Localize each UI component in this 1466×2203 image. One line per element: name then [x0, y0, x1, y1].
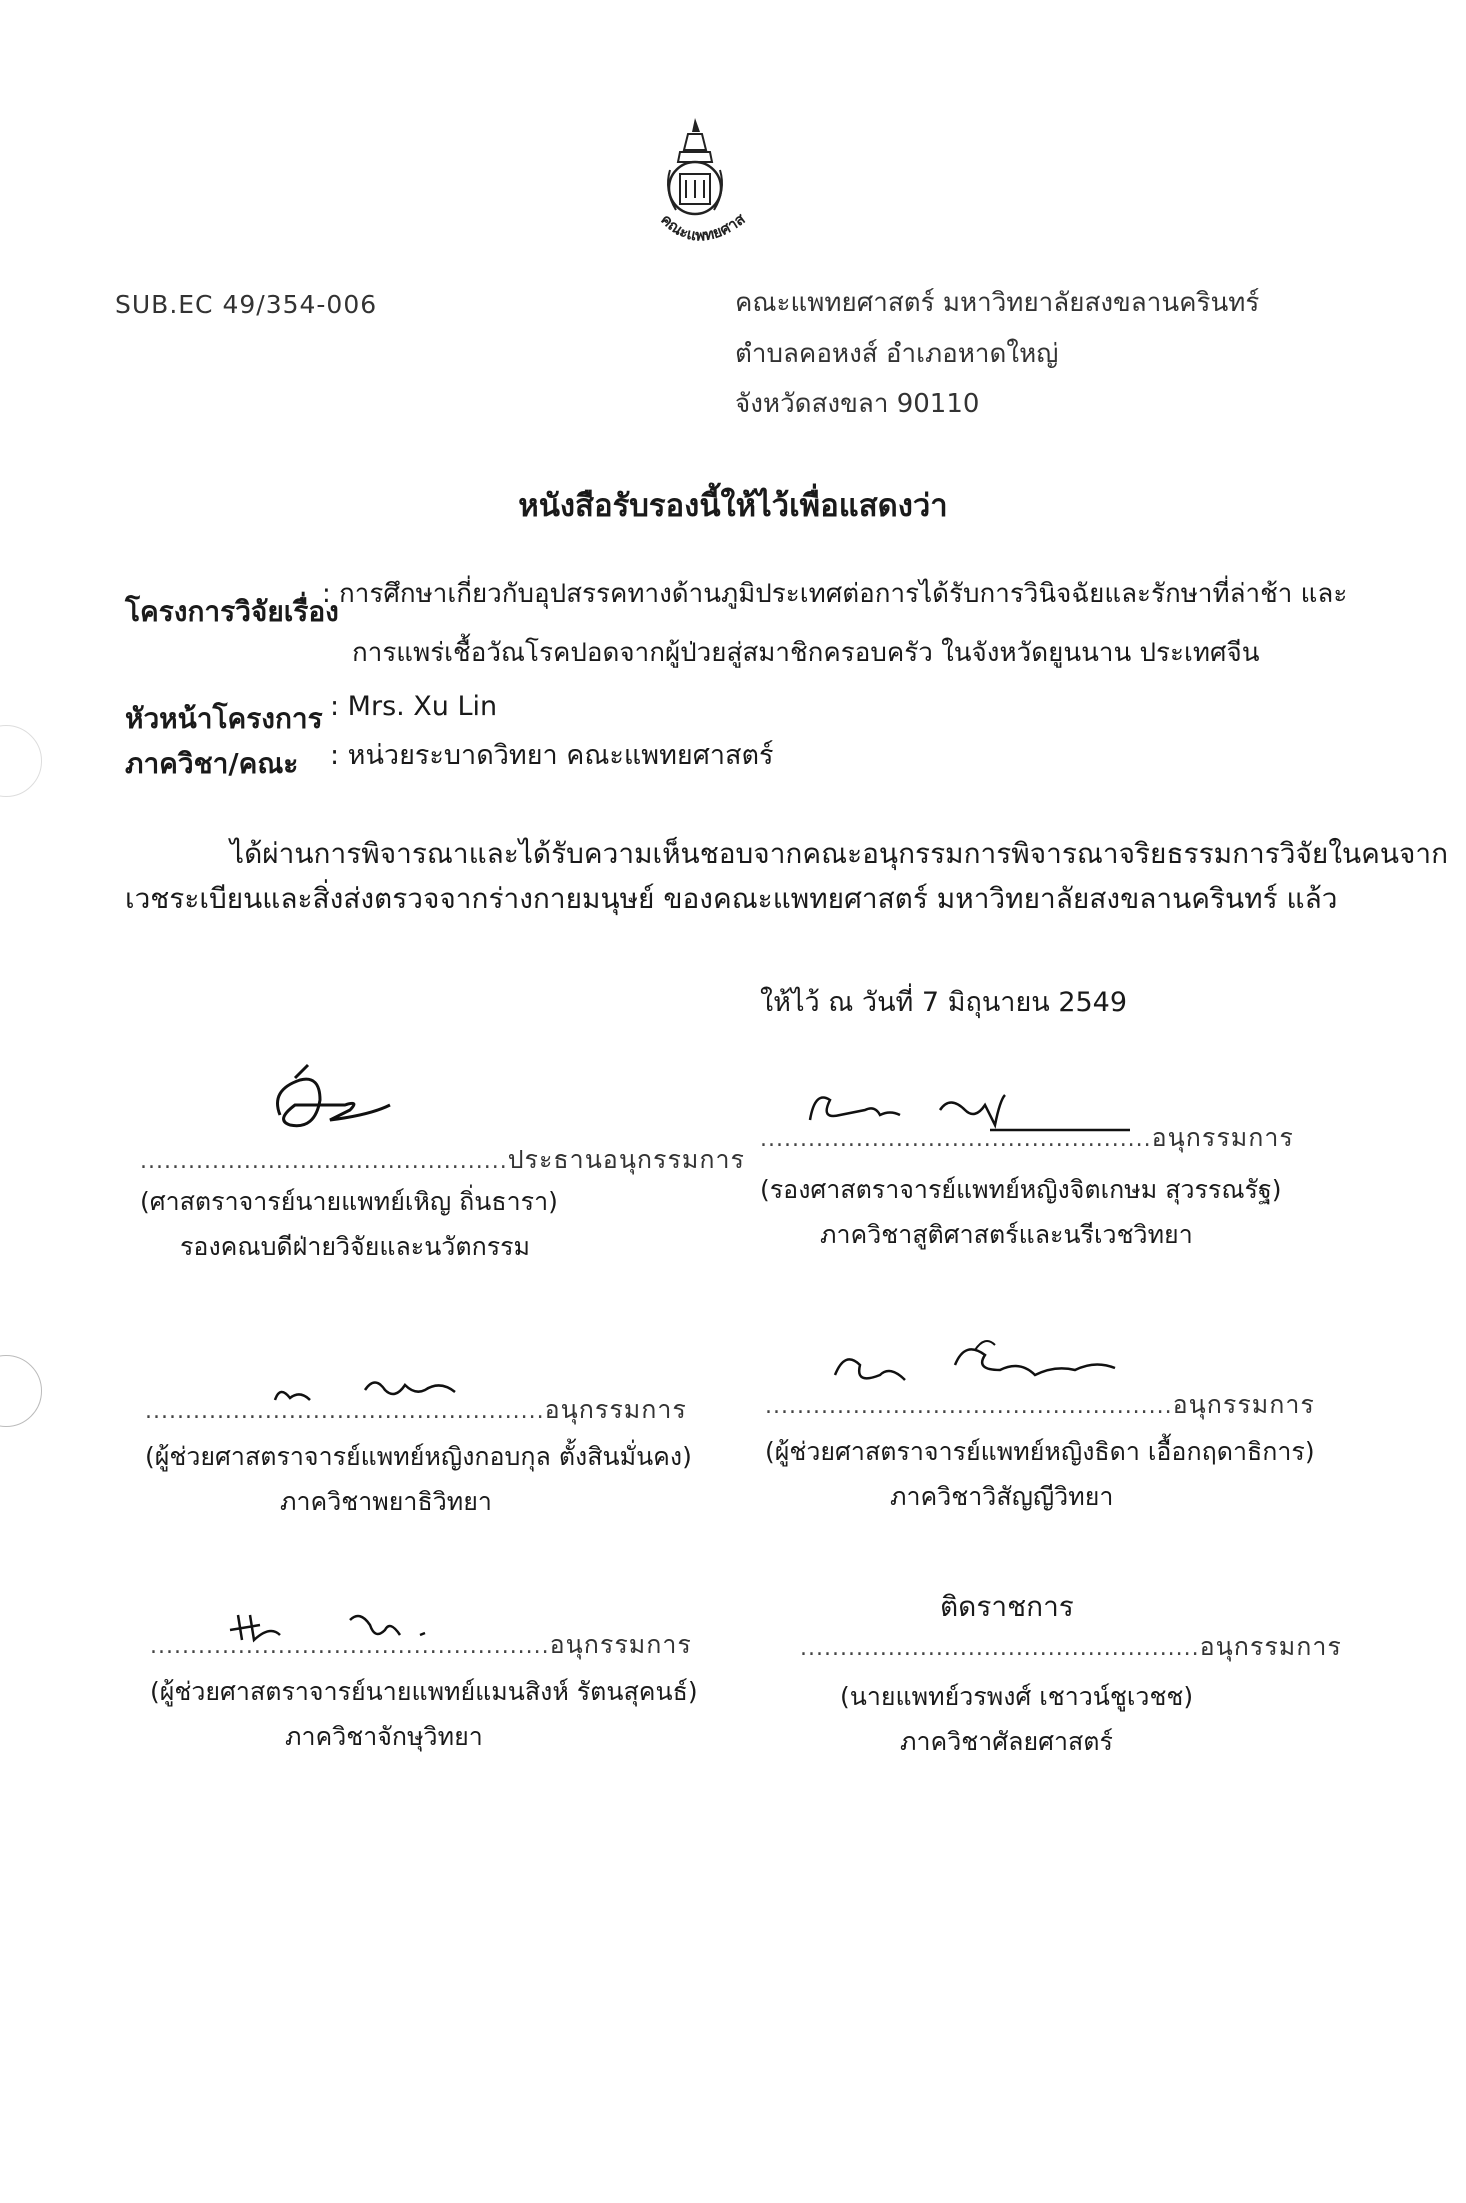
handwritten-signature-icon	[250, 1060, 430, 1150]
project-title-line-2: การแพร่เชื้อวัณโรคปอดจากผู้ป่วยสู่สมาชิกครอบครัว ในจังหวัดยูนนาน ประเทศจีน	[352, 638, 1260, 668]
signature-block-member-1	[760, 1080, 1400, 1260]
signatory-name: (นายแพทย์วรพงศ์ เชาวน์ชูเวชช)	[840, 1682, 1194, 1711]
punch-hole-mark	[0, 725, 42, 797]
signature-block-member-5	[800, 1585, 1400, 1785]
approval-text-line-2: เวชระเบียนและสิ่งส่งตรวจจากร่างกายมนุษย์ ของคณะแพทยศาสตร์ มหาวิทยาลัยสงขลานครินทร์ แล้ว	[125, 882, 1338, 915]
seal-text: คณะแพทยศาส	[657, 209, 749, 245]
seal-emblem-icon	[620, 110, 770, 260]
signatory-role: อนุกรรมการ	[1172, 1390, 1315, 1419]
signature-dots: ..............................................	[140, 1149, 508, 1174]
address-line-3: จังหวัดสงขลา 90110	[735, 389, 980, 419]
signatory-name: (ศาสตราจารย์นายแพทย์เหิญ ถิ่นธารา)	[140, 1187, 558, 1216]
signature-block-member-4	[150, 1595, 770, 1785]
signatory-department: ภาควิชาพยาธิวิทยา	[280, 1487, 492, 1516]
signature-dots: ...................................................	[765, 1394, 1173, 1419]
signature-dots: .................................................	[760, 1127, 1152, 1152]
signatory-role: อนุกรรมการ	[1199, 1632, 1342, 1661]
signatory-name: (รองศาสตราจารย์แพทย์หญิงจิตเกษม สุวรรณรัฐ)	[760, 1175, 1282, 1204]
project-title-line-1: : การศึกษาเกี่ยวกับอุปสรรคทางด้านภูมิประเทศต่อการได้รับการวินิจฉัยและรักษาที่ล่าช้า และ	[322, 579, 1348, 609]
signatory-department: ภาควิชาศัลยศาสตร์	[900, 1727, 1113, 1756]
faculty-seal	[620, 110, 770, 260]
signatory-name: (ผู้ช่วยศาสตราจารย์แพทย์หญิงธิดา เอื้อกฤดาธิการ)	[765, 1437, 1315, 1466]
pi-value: : Mrs. Xu Lin	[330, 691, 498, 722]
signature-block-member-3	[765, 1330, 1405, 1530]
signatory-name: (ผู้ช่วยศาสตราจารย์นายแพทย์แมนสิงห์ รัตนสุคนธ์)	[150, 1677, 698, 1706]
signatory-department: ภาควิชาวิสัญญีวิทยา	[890, 1482, 1114, 1511]
pi-label: หัวหน้าโครงการ	[125, 702, 323, 735]
svg-text:คณะแพทยศาสตร์	[620, 110, 749, 245]
signatory-role: ประธานอนุกรรมการ	[507, 1145, 745, 1174]
signatory-department: ภาควิชาสูติศาสตร์และนรีเวชวิทยา	[820, 1220, 1193, 1249]
signature-block-member-2	[145, 1360, 765, 1540]
signature-dots: ..................................................	[145, 1399, 545, 1424]
signatory-role: อนุกรรมการ	[549, 1630, 692, 1659]
signatory-role: อนุกรรมการ	[1151, 1123, 1294, 1152]
approval-text-line-1: ได้ผ่านการพิจารณาและได้รับความเห็นชอบจากคณะอนุกรรมการพิจารณาจริยธรรมการวิจัยในคนจาก	[230, 837, 1449, 870]
issue-date: ให้ไว้ ณ วันที่ 7 มิถุนายน 2549	[760, 987, 1128, 1018]
project-label: โครงการวิจัยเรื่อง	[125, 595, 339, 628]
signature-dots: ..................................................	[150, 1634, 550, 1659]
punch-hole-mark	[0, 1355, 42, 1427]
dept-value: : หน่วยระบาดวิทยา คณะแพทยศาสตร์	[330, 740, 774, 771]
signatory-role: อนุกรรมการ	[544, 1395, 687, 1424]
dept-label: ภาควิชา/คณะ	[125, 747, 299, 780]
signature-dots: ..................................................	[800, 1636, 1200, 1661]
signatory-department: รองคณบดีฝ่ายวิจัยและนวัตกรรม	[180, 1232, 531, 1261]
address-line-1: คณะแพทยศาสตร์ มหาวิทยาลัยสงขลานครินทร์	[735, 288, 1260, 318]
signature-block-chairman	[140, 1060, 760, 1260]
address-line-2: ตำบลคอหงส์ อำเภอหาดใหญ่	[735, 339, 1059, 369]
signatory-name: (ผู้ช่วยศาสตราจารย์แพทย์หญิงกอบกุล ตั้งสินมั่นคง)	[145, 1442, 692, 1471]
signatory-department: ภาควิชาจักษุวิทยา	[285, 1722, 483, 1751]
absence-note: ติดราชการ	[940, 1590, 1074, 1623]
reference-number: SUB.EC 49/354-006	[115, 290, 378, 319]
document-title: หนังสือรับรองนี้ให้ไว้เพื่อแสดงว่า	[518, 488, 948, 524]
